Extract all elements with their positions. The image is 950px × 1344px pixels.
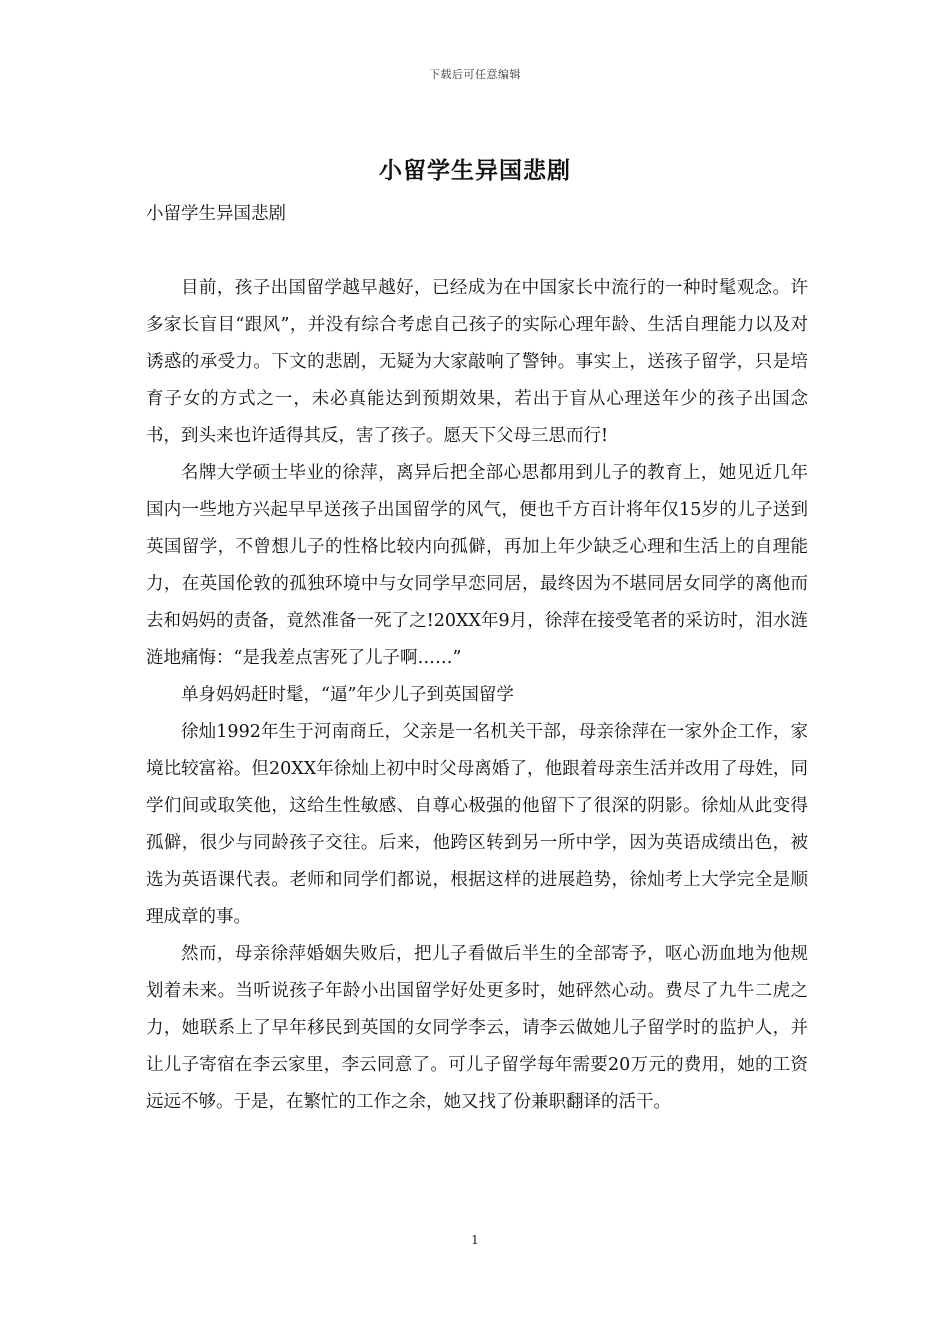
page-number: 1 — [471, 1233, 479, 1247]
document-title: 小留学生异国悲剧 — [379, 157, 571, 184]
section-heading: 单身妈妈赶时髦，“逼”年少儿子到英国留学 — [181, 685, 514, 705]
document-subtitle: 小留学生异国悲剧 — [146, 204, 286, 224]
paragraph-xu-can: 徐灿1992年生于河南商丘，父亲是一名机关干部，母亲徐萍在一家外企工作，家境比较富裕。但20XX年徐灿上初中时父母离婚了，他跟着母亲生活并改用了母姓，同学们间或取笑他，这给生性敏感、自尊心极强的他留下了很深的阴影。徐灿从此变得孤僻，很少与同龄孩子交往。后来，他跨区转到另一所中学，因为英语成绩出色，被选为英语课代表。老师和同学们都说，根据这样的进展趋势，徐灿考上大学完全是顺理成章的事。 — [146, 722, 808, 927]
paragraph-intro: 目前，孩子出国留学越早越好，已经成为在中国家长中流行的一种时髦观念。许多家长盲目“跟风”，并没有综合考虑自己孩子的实际心理年龄、生活自理能力以及对诱惑的承受力。下文的悲剧，无疑为大家敲响了警钟。事实上，送孩子留学，只是培育子女的方式之一，未必真能达到预期效果，若出于盲从心理送年少的孩子出国念书，到头来也许适得其反，害了孩子。愿天下父母三思而行! — [146, 278, 808, 446]
paragraph-mother-plan: 然而，母亲徐萍婚姻失败后，把儿子看做后半生的全部寄予，呕心沥血地为他规划着未来。当听说孩子年龄小出国留学好处更多时，她砰然心动。费尽了九牛二虎之力，她联系上了早年移民到英国的女同学李云，请李云做她儿子留学时的监护人，并让儿子寄宿在李云家里，李云同意了。可儿子留学每年需要20万元的费用，她的工资远远不够。于是，在繁忙的工作之余，她又找了份兼职翻译的活干。 — [146, 944, 808, 1112]
document-body — [146, 270, 808, 1121]
paragraph-xu-ping: 名牌大学硕士毕业的徐萍，离异后把全部心思都用到儿子的教育上，她见近几年国内一些地方兴起早早送孩子出国留学的风气，便也千方百计将年仅15岁的儿子送到英国留学，不曾想儿子的性格比较内向孤僻，再加上年少缺乏心理和生活上的自理能力，在英国伦敦的孤独环境中与女同学早恋同居，最终因为不堪同居女同学的离他而去和妈妈的责备，竟然准备一死了之!20XX年9月，徐萍在接受笔者的采访时，泪水涟涟地痛悔：“是我差点害死了儿子啊……” — [146, 463, 808, 668]
page-header-note: 下载后可任意编辑 — [429, 68, 521, 81]
